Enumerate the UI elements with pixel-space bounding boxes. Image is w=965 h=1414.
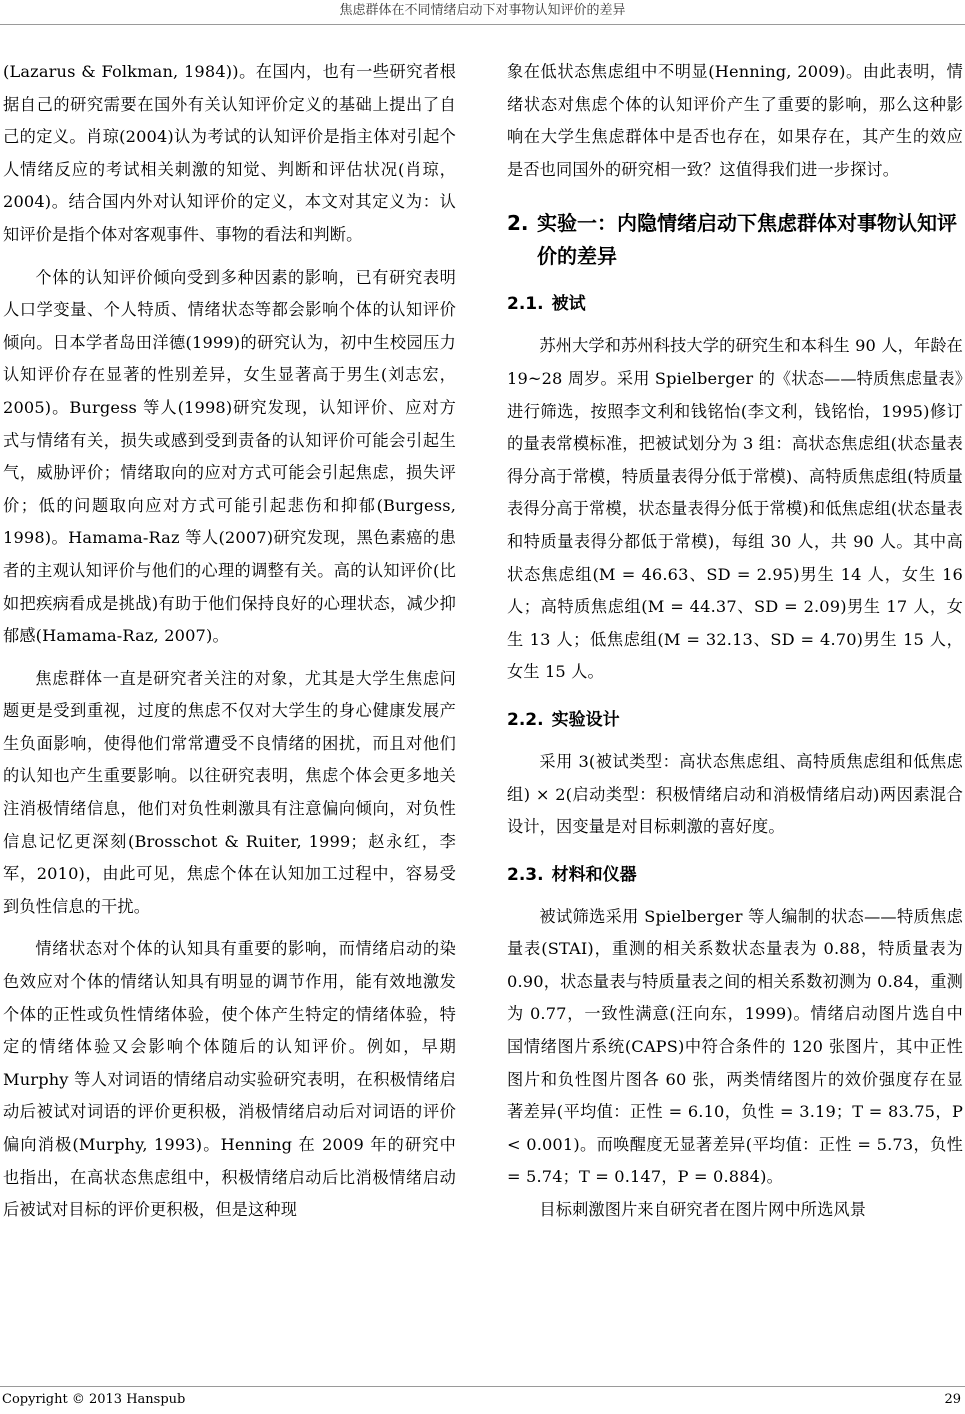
subsection-heading	[507, 708, 963, 732]
copyright-notice: Copyright © 2013 Hanspub	[2, 1392, 186, 1407]
section-number: 2.	[507, 211, 529, 236]
subsection-heading	[507, 863, 963, 887]
body-paragraph: 象在低状态焦虑组中不明显(Henning, 2009)。由此表明，情绪状态对焦虑个体的认知评价产生了重要的影响，那么这种影响在大学生焦虑群体中是否也存在，如果存在，其产生的效应是否也同国外的研究相一致？这值得我们进一步探讨。	[507, 62, 963, 179]
body-paragraph: 焦虑群体一直是研究者关注的对象，尤其是大学生焦虑问题更是受到重视，过度的焦虑不仅对大学生的身心健康发展产生负面影响，使得他们常常遭受不良情绪的困扰，而且对他们的认知也产生重要影响。以往研究表明，焦虑个体会更多地关注消极情绪信息，他们对负性刺激具有注意偏向倾向，对负性信息记忆更深刻(Brosschot & Ruiter, 1999；赵永红，李军，2010)，由此可见，焦虑个体在认知加工过程中，容易受到负性信息的干扰。	[3, 668, 456, 916]
body-paragraph: 苏州大学和苏州科技大学的研究生和本科生 90 人，年龄在 19~28 周岁。采用 Spielberger 的《状态——特质焦虑量表》进行筛选，按照李文利和钱铭怡(李文利，钱铭怡，1995)修订的量表常模标准，把被试划分为 3 组：高状态焦虑组(状态量表得分高于常模，特质量表得分低于常模)、高特质焦虑组(特质量表得分高于常模，状态量表得分低于常模)和低焦虑组(状态量表和特质量表得分都低于常模)，每组 30 人，共 90 人。其中高状态焦虑组(M = 46.63、SD = 2.95)男生 14 人，女生 16 人；高特质焦虑组(M = 44.37、SD = 2.09)男生 17 人，女生 13 人；低焦虑组(M = 32.13、SD = 4.70)男生 15 人，女生 15 人。	[507, 336, 963, 682]
page-number: 29	[944, 1392, 961, 1407]
section-heading	[507, 207, 963, 273]
body-paragraph: (Lazarus & Folkman, 1984))。在国内，也有一些研究者根据自己的研究需要在国外有关认知评价定义的基础上提出了自己的定义。肖琼(2004)认为考试的认知评价是指主体对引起个人情绪反应的考试相关刺激的知觉、判断和评估状况(肖琼，2004)。结合国内外对认知评价的定义，本文对其定义为：认知评价是指个体对客观事件、事物的看法和判断。	[3, 62, 456, 244]
subsection-number: 2.2.	[507, 709, 544, 730]
body-paragraph: 目标刺激图片来自研究者在图片网中所选风景	[539, 1200, 867, 1220]
body-paragraph: 被试筛选采用 Spielberger 等人编制的状态——特质焦虑量表(STAI)，重测的相关系数状态量表为 0.88，特质量表为 0.90，状态量表与特质量表之间的相关系数初测为 0.84，重测为 0.77，一致性满意(汪向东，1999)。情绪启动图片选自中国情绪图片系统(CAPS)中符合条件的 120 张图片，其中正性图片和负性图片图各 60 张，两类情绪图片的效价强度存在显著差异(平均值：正性 = 6.10，负性 = 3.19；T = 83.75，P < 0.001)。而唤醒度无显著差异(平均值：正性 = 5.73，负性 = 5.74；T = 0.147，P = 0.884)。	[507, 906, 963, 1187]
running-header: 焦虑群体在不同情绪启动下对事物认知评价的差异	[339, 3, 626, 18]
footer-divider	[0, 1386, 965, 1387]
right-column	[507, 56, 963, 1227]
header-divider	[0, 24, 965, 25]
left-column	[3, 56, 456, 1237]
subsection-title: 实验设计	[551, 709, 620, 730]
subsection-heading	[507, 292, 963, 316]
section-title: 实验一：内隐情绪启动下焦虑群体对事物认知评价的差异	[537, 211, 957, 269]
subsection-number: 2.3.	[507, 864, 544, 885]
body-paragraph: 个体的认知评价倾向受到多种因素的影响，已有研究表明人口学变量、个人特质、情绪状态等都会影响个体的认知评价倾向。日本学者岛田洋德(1999)的研究认为，初中生校园压力认知评价存在显著的性别差异，女生显著高于男生(刘志宏，2005)。Burgess 等人(1998)研究发现，认知评价、应对方式与情绪有关，损失或感到受到责备的认知评价可能会引起生气，威胁评价；情绪取向的应对方式可能会引起焦虑，损失评价；低的问题取向应对方式可能引起悲伤和抑郁(Burgess, 1998)。Hamama-Raz 等人(2007)研究发现，黑色素癌的患者的主观认知评价与他们的心理的调整有关。高的认知评价(比如把疾病看成是挑战)有助于他们保持良好的心理状态，减少抑郁感(Hamama-Raz, 2007)。	[3, 267, 456, 646]
subsection-title: 被试	[551, 294, 586, 315]
body-paragraph: 情绪状态对个体的认知具有重要的影响，而情绪启动的染色效应对个体的情绪认知具有明显的调节作用，能有效地激发个体的正性或负性情绪体验，使个体产生特定的情绪体验，特定的情绪体验又会影响个体随后的认知评价。例如，早期 Murphy 等人对词语的情绪启动实验研究表明，在积极情绪启动后被试对词语的评价更积极，消极情绪启动后对词语的评价偏向消极(Murphy, 1993)。Henning 在 2009 年的研究中也指出，在高状态焦虑组中，积极情绪启动后比消极情绪启动后被试对目标的评价更积极，但是这种现	[3, 939, 456, 1220]
subsection-number: 2.1.	[507, 294, 544, 315]
body-paragraph: 采用 3(被试类型：高状态焦虑组、高特质焦虑组和低焦虑组) × 2(启动类型：积极情绪启动和消极情绪启动)两因素混合设计，因变量是对目标刺激的喜好度。	[507, 751, 963, 837]
subsection-title: 材料和仪器	[551, 864, 637, 885]
